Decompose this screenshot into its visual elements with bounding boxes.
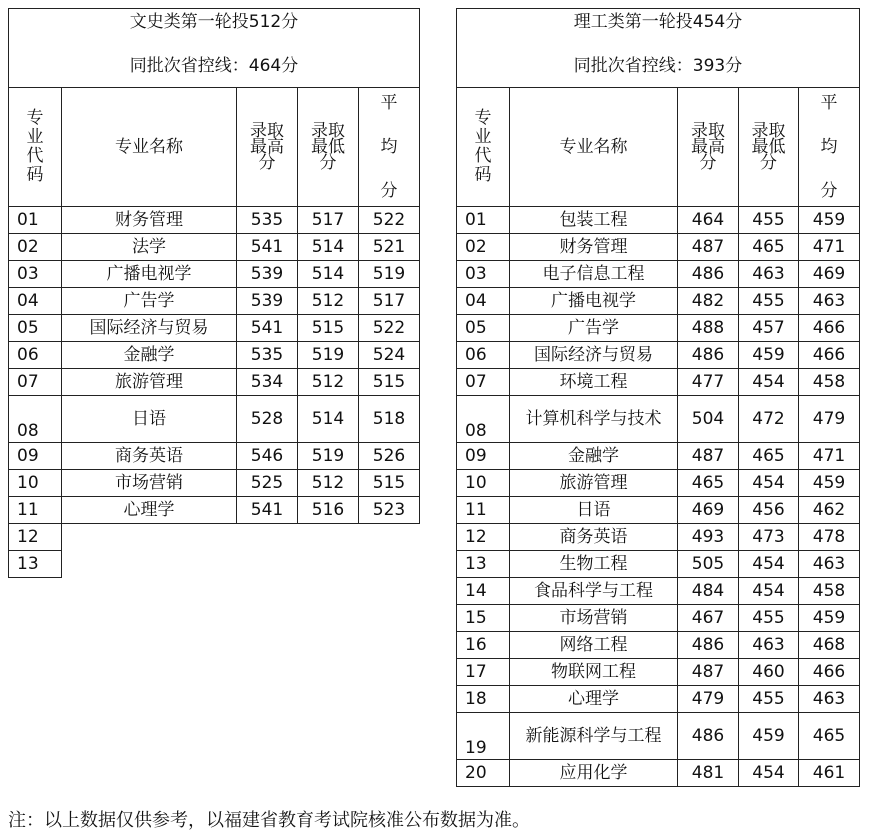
- table-title-row: [9, 9, 420, 88]
- major-name: 市场营销: [510, 605, 678, 632]
- avg-score: 465: [799, 713, 860, 760]
- avg-score: 462: [799, 497, 860, 524]
- major-code: 09: [457, 443, 510, 470]
- max-score: 487: [678, 659, 739, 686]
- table-row: [457, 578, 860, 605]
- major-name: 金融学: [510, 443, 678, 470]
- major-code: 02: [457, 234, 510, 261]
- min-score: 454: [739, 760, 799, 787]
- table-row: [9, 443, 420, 470]
- table-row: [457, 288, 860, 315]
- avg-score: 517: [359, 288, 420, 315]
- major-name-text: 新能源科学与工程: [525, 726, 662, 746]
- major-name: 网络工程: [510, 632, 678, 659]
- avg-score: 522: [359, 315, 420, 342]
- empty-cell: [359, 551, 420, 578]
- major-code: 03: [9, 261, 62, 288]
- avg-score: 521: [359, 234, 420, 261]
- major-name: 心理学: [510, 686, 678, 713]
- major-code: 19: [457, 713, 510, 760]
- major-code: 06: [457, 342, 510, 369]
- max-score: 486: [678, 632, 739, 659]
- major-name: 包装工程: [510, 207, 678, 234]
- max-score: 539: [237, 261, 298, 288]
- major-code: 13: [9, 551, 62, 578]
- table-row: [457, 551, 860, 578]
- header-avg: [799, 88, 860, 207]
- min-score: 463: [739, 632, 799, 659]
- table-row: [457, 659, 860, 686]
- min-score: 463: [739, 261, 799, 288]
- header-max: [237, 88, 298, 207]
- major-name: 环境工程: [510, 369, 678, 396]
- max-score: 482: [678, 288, 739, 315]
- table-row: [9, 342, 420, 369]
- major-code: 12: [9, 524, 62, 551]
- min-score: 517: [298, 207, 359, 234]
- avg-score: 515: [359, 470, 420, 497]
- max-score: 481: [678, 760, 739, 787]
- table-row: [457, 443, 860, 470]
- max-score: 467: [678, 605, 739, 632]
- avg-score: 523: [359, 497, 420, 524]
- max-score: 535: [237, 207, 298, 234]
- min-score: 456: [739, 497, 799, 524]
- table-title: [457, 9, 860, 88]
- header-code-label: 专业代码: [26, 108, 44, 185]
- major-code: 12: [457, 524, 510, 551]
- table-row: [457, 342, 860, 369]
- science-table: [456, 8, 860, 787]
- max-score: 541: [237, 497, 298, 524]
- avg-score: 459: [799, 470, 860, 497]
- major-name: 广告学: [62, 288, 237, 315]
- header-avg-label: [359, 94, 419, 200]
- max-score: 539: [237, 288, 298, 315]
- major-code: 15: [457, 605, 510, 632]
- max-score: 484: [678, 578, 739, 605]
- min-score: 459: [739, 713, 799, 760]
- min-score: 515: [298, 315, 359, 342]
- min-score: 514: [298, 396, 359, 443]
- avg-score: 471: [799, 234, 860, 261]
- table-title: [9, 9, 420, 88]
- min-score: 454: [739, 551, 799, 578]
- max-score: 477: [678, 369, 739, 396]
- major-name: 财务管理: [510, 234, 678, 261]
- empty-cell: [62, 551, 237, 578]
- max-score: 486: [678, 342, 739, 369]
- min-score: 455: [739, 605, 799, 632]
- header-avg-char: 均: [380, 137, 398, 157]
- max-score: 535: [237, 342, 298, 369]
- min-score: 457: [739, 315, 799, 342]
- header-avg-char: 平: [820, 93, 838, 113]
- footnote: 注：以上数据仅供参考，以福建省教育考试院核准公布数据为准。: [8, 810, 530, 831]
- major-name: 商务英语: [62, 443, 237, 470]
- max-score: 479: [678, 686, 739, 713]
- table-row: [457, 605, 860, 632]
- max-score: 525: [237, 470, 298, 497]
- avg-score: 479: [799, 396, 860, 443]
- major-name: 生物工程: [510, 551, 678, 578]
- header-code-label: 专业代码: [474, 108, 492, 185]
- batch-title: 理工类第一轮投454分: [573, 12, 743, 32]
- min-score: 455: [739, 686, 799, 713]
- table-row: [457, 261, 860, 288]
- avg-score: 526: [359, 443, 420, 470]
- major-name: 法学: [62, 234, 237, 261]
- min-score: 514: [298, 261, 359, 288]
- empty-cell: [237, 524, 298, 551]
- major-code: 18: [457, 686, 510, 713]
- min-score: 512: [298, 470, 359, 497]
- header-min-label: 录取最低分: [311, 120, 345, 173]
- max-score: 465: [678, 470, 739, 497]
- table-row: [9, 369, 420, 396]
- avg-score: 466: [799, 342, 860, 369]
- major-name-text: 计算机科学与技术: [525, 409, 662, 429]
- header-avg-char: 平: [380, 93, 398, 113]
- table-row: [9, 551, 420, 578]
- max-score: 528: [237, 396, 298, 443]
- min-score: 519: [298, 443, 359, 470]
- header-max-label: 录取最高分: [250, 120, 284, 173]
- avg-score: 524: [359, 342, 420, 369]
- table-row: [9, 261, 420, 288]
- major-name: 旅游管理: [62, 369, 237, 396]
- max-score: 534: [237, 369, 298, 396]
- control-line: 同批次省控线：393分: [573, 56, 743, 76]
- min-score: 455: [739, 207, 799, 234]
- table-row: [9, 315, 420, 342]
- major-code: 03: [457, 261, 510, 288]
- header-min: [298, 88, 359, 207]
- header-name: 专业名称: [62, 88, 237, 207]
- min-score: 514: [298, 234, 359, 261]
- major-code: 02: [9, 234, 62, 261]
- table-row: [9, 288, 420, 315]
- table-row: [9, 524, 420, 551]
- major-code: 07: [9, 369, 62, 396]
- major-name: 电子信息工程: [510, 261, 678, 288]
- table-row: [457, 686, 860, 713]
- max-score: 487: [678, 443, 739, 470]
- avg-score: 466: [799, 315, 860, 342]
- major-code: 11: [9, 497, 62, 524]
- major-code: 08: [9, 396, 62, 443]
- major-name: 国际经济与贸易: [62, 315, 237, 342]
- header-name: 专业名称: [510, 88, 678, 207]
- max-score: 488: [678, 315, 739, 342]
- empty-cell: [62, 524, 237, 551]
- empty-cell: [237, 551, 298, 578]
- min-score: 512: [298, 369, 359, 396]
- min-score: 512: [298, 288, 359, 315]
- min-score: 454: [739, 470, 799, 497]
- major-name: 市场营销: [62, 470, 237, 497]
- avg-score: 478: [799, 524, 860, 551]
- table-row: [9, 207, 420, 234]
- avg-score: 463: [799, 551, 860, 578]
- major-name: 日语: [510, 497, 678, 524]
- max-score: 493: [678, 524, 739, 551]
- table-row: [457, 207, 860, 234]
- empty-cell: [298, 524, 359, 551]
- column-header-row: [9, 88, 420, 207]
- avg-score: 518: [359, 396, 420, 443]
- table-row: [457, 713, 860, 760]
- major-code: 07: [457, 369, 510, 396]
- table-row: [457, 497, 860, 524]
- header-code: [457, 88, 510, 207]
- avg-score: 522: [359, 207, 420, 234]
- major-name: 广播电视学: [510, 288, 678, 315]
- major-code: 11: [457, 497, 510, 524]
- avg-score: 468: [799, 632, 860, 659]
- header-avg-label: [799, 94, 859, 200]
- major-code: 20: [457, 760, 510, 787]
- header-min: [739, 88, 799, 207]
- major-name: 食品科学与工程: [510, 578, 678, 605]
- major-name: 心理学: [62, 497, 237, 524]
- major-code: 14: [457, 578, 510, 605]
- major-code: 05: [9, 315, 62, 342]
- major-name: 财务管理: [62, 207, 237, 234]
- header-max-label: 录取最高分: [691, 120, 725, 173]
- min-score: 465: [739, 234, 799, 261]
- min-score: 516: [298, 497, 359, 524]
- table-row: [457, 760, 860, 787]
- major-code: 01: [457, 207, 510, 234]
- max-score: 486: [678, 713, 739, 760]
- max-score: 464: [678, 207, 739, 234]
- header-avg-char: 均: [820, 137, 838, 157]
- table-row: [457, 632, 860, 659]
- major-code: 05: [457, 315, 510, 342]
- header-code: [9, 88, 62, 207]
- table-row: [9, 234, 420, 261]
- avg-score: 459: [799, 207, 860, 234]
- avg-score: 469: [799, 261, 860, 288]
- major-name: 日语: [62, 396, 237, 443]
- major-code: 04: [9, 288, 62, 315]
- major-name: [510, 713, 678, 760]
- min-score: 460: [739, 659, 799, 686]
- min-score: 473: [739, 524, 799, 551]
- major-name: 商务英语: [510, 524, 678, 551]
- major-code: 09: [9, 443, 62, 470]
- table-row: [457, 369, 860, 396]
- avg-score: 515: [359, 369, 420, 396]
- max-score: 546: [237, 443, 298, 470]
- header-avg-char: 分: [820, 181, 838, 201]
- major-code: 10: [457, 470, 510, 497]
- min-score: 454: [739, 369, 799, 396]
- header-min-label: 录取最低分: [751, 120, 786, 173]
- min-score: 459: [739, 342, 799, 369]
- max-score: 469: [678, 497, 739, 524]
- table-row: [457, 470, 860, 497]
- avg-score: 463: [799, 686, 860, 713]
- major-name: 旅游管理: [510, 470, 678, 497]
- column-header-row: [457, 88, 860, 207]
- table-row: [9, 497, 420, 524]
- major-name: 国际经济与贸易: [510, 342, 678, 369]
- empty-cell: [298, 551, 359, 578]
- max-score: 541: [237, 234, 298, 261]
- avg-score: 459: [799, 605, 860, 632]
- max-score: 541: [237, 315, 298, 342]
- avg-score: 471: [799, 443, 860, 470]
- min-score: 465: [739, 443, 799, 470]
- major-name: 广告学: [510, 315, 678, 342]
- empty-cell: [359, 524, 420, 551]
- major-name: 广播电视学: [62, 261, 237, 288]
- min-score: 454: [739, 578, 799, 605]
- major-name: 物联网工程: [510, 659, 678, 686]
- avg-score: 519: [359, 261, 420, 288]
- major-code: 08: [457, 396, 510, 443]
- liberal-arts-table: [8, 8, 420, 578]
- max-score: 486: [678, 261, 739, 288]
- max-score: 487: [678, 234, 739, 261]
- major-name: 应用化学: [510, 760, 678, 787]
- batch-title: 文史类第一轮投512分: [129, 12, 299, 32]
- avg-score: 466: [799, 659, 860, 686]
- avg-score: 461: [799, 760, 860, 787]
- min-score: 519: [298, 342, 359, 369]
- max-score: 504: [678, 396, 739, 443]
- table-row: [9, 396, 420, 443]
- table-row: [457, 396, 860, 443]
- table-title-row: [457, 9, 860, 88]
- header-avg-char: 分: [380, 181, 398, 201]
- major-code: 17: [457, 659, 510, 686]
- control-line: 同批次省控线：464分: [129, 56, 299, 76]
- header-avg: [359, 88, 420, 207]
- avg-score: 458: [799, 369, 860, 396]
- header-max: [678, 88, 739, 207]
- min-score: 455: [739, 288, 799, 315]
- avg-score: 458: [799, 578, 860, 605]
- major-code: 10: [9, 470, 62, 497]
- major-code: 13: [457, 551, 510, 578]
- table-row: [457, 234, 860, 261]
- major-code: 01: [9, 207, 62, 234]
- min-score: 472: [739, 396, 799, 443]
- major-name: 金融学: [62, 342, 237, 369]
- max-score: 505: [678, 551, 739, 578]
- avg-score: 463: [799, 288, 860, 315]
- table-row: [457, 524, 860, 551]
- major-name: [510, 396, 678, 443]
- major-code: 06: [9, 342, 62, 369]
- table-row: [9, 470, 420, 497]
- major-code: 16: [457, 632, 510, 659]
- major-code: 04: [457, 288, 510, 315]
- table-row: [457, 315, 860, 342]
